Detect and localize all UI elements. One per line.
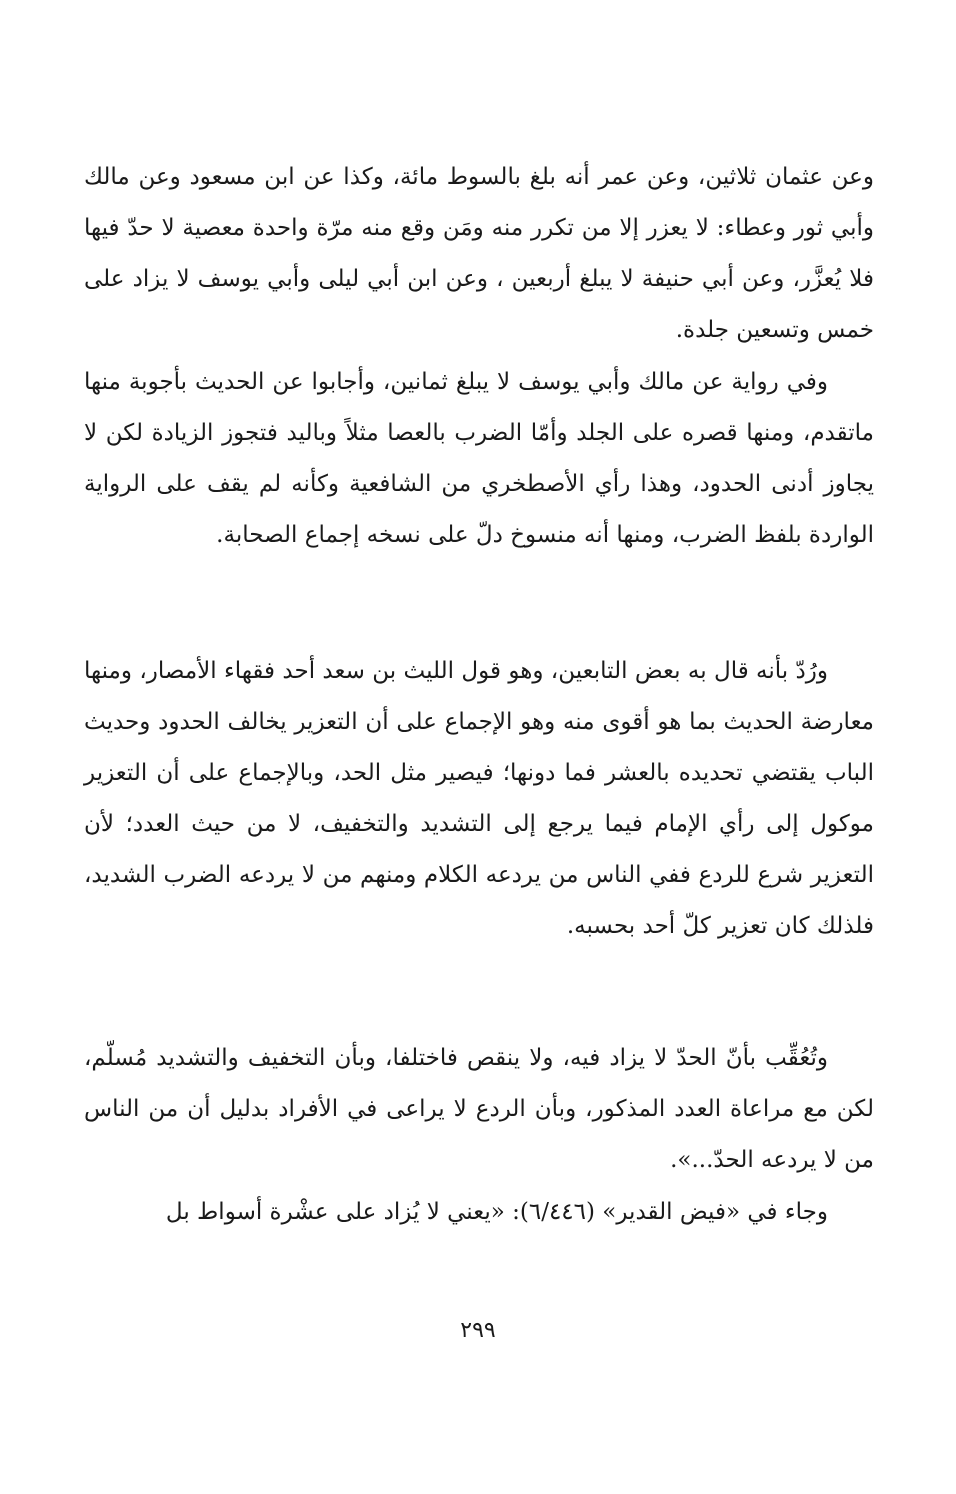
paragraph-text: ورُدّ بأنه قال به بعض التابعين، وهو قول الليث بن سعد أحد فقهاء الأمصار، ومنها معارضة الحديث بما هو أقوى منه وهو الإجماع على أن التعزير يخالف الحدود وحديث الباب يقتضي تحديده بالعشر فما دونها؛ فيصير مثل الحد، وبالإجماع على أن التعزير موكول إلى رأي الإمام فيما يرجع إلى التشديد والتخفيف، لا من حيث العدد؛ لأن التعزير شرع للردع ففي الناس من يردعه الكلام ومنهم من لا يردعه الضرب الشديد، فلذلك كان تعزير كلّ أحد بحسبه. [84, 658, 874, 939]
page-number: ٢٩٩ [460, 1318, 496, 1343]
paragraph-5 [84, 1187, 874, 1238]
paragraph-1 [84, 152, 874, 356]
paragraph-text: وعن عثمان ثلاثين، وعن عمر أنه بلغ بالسوط مائة، وكذا عن ابن مسعود وعن مالك وأبي ثور وعطاء: لا يعزر إلا من تكرر منه ومَن وقع منه مرّة واحدة معصية لا حدّ فيها فلا يُعزَّر، وعن أبي حنيفة لا يبلغ أربعين ، وعن ابن أبي ليلى وأبي يوسف لا يزاد على خمس وتسعين جلدة. [84, 164, 874, 343]
paragraph-text: وتُعُقِّب بأنّ الحدّ لا يزاد فيه، ولا ينقص فاختلفا، وبأن التخفيف والتشديد مُسلّم، لكن مع مراعاة العدد المذكور، وبأن الردع لا يراعى في الأفراد بدليل أن من الناس من لا يردعه الحدّ...». [84, 1045, 874, 1173]
paragraph-text: وجاء في «فيض القدير» (٦/٤٤٦): «يعني لا يُزاد على عشْرة أسواط بل [165, 1199, 828, 1225]
paragraph-2 [84, 357, 874, 561]
paragraph-3 [84, 646, 874, 952]
paragraph-text: وفي رواية عن مالك وأبي يوسف لا يبلغ ثمانين، وأجابوا عن الحديث بأجوبة منها ماتقدم، ومنها قصره على الجلد وأمّا الضرب بالعصا مثلاً وباليد فتجوز الزيادة لكن لا يجاوز أدنى الحدود، وهذا رأي الأصطخري من الشافعية وكأنه لم يقف على الرواية الواردة بلفظ الضرب، ومنها أنه منسوخ دلّ على نسخه إجماع الصحابة. [84, 369, 874, 548]
paragraph-4 [84, 1033, 874, 1186]
